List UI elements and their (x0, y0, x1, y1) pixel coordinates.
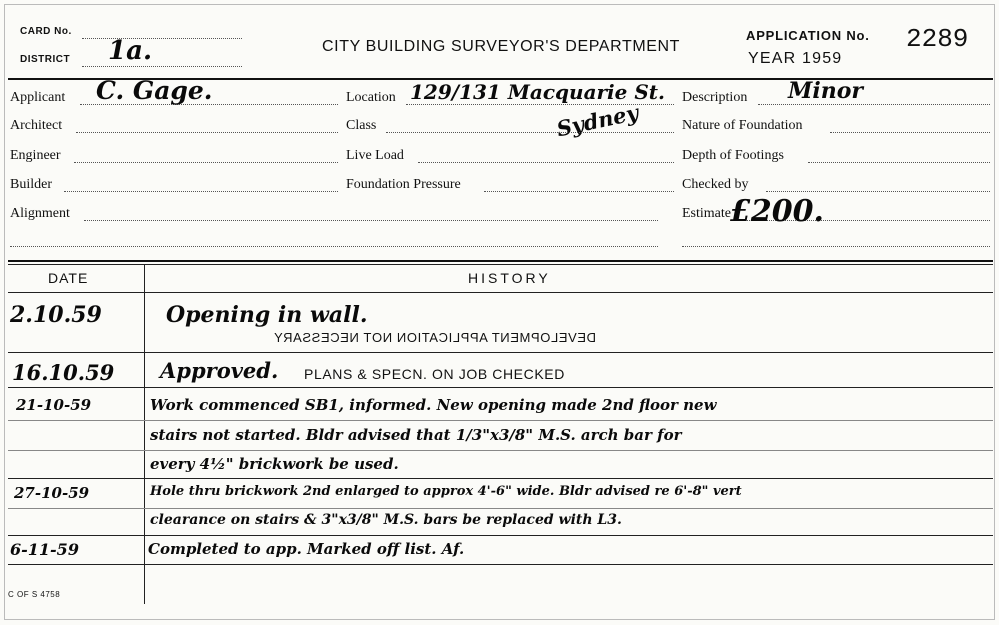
district-value: 1a. (108, 36, 152, 66)
department-title: CITY BUILDING SURVEYOR'S DEPARTMENT (322, 38, 681, 55)
applicant-value: C. Gage. (96, 76, 213, 105)
estimate-label: Estimate (682, 206, 731, 221)
alignment-line-2 (10, 246, 658, 247)
table-top-rule (8, 260, 993, 262)
application-no: 2289 (906, 24, 969, 54)
description-label: Description (682, 90, 748, 105)
history-header: HISTORY (468, 270, 551, 286)
architect-label: Architect (10, 118, 63, 133)
checked-by-line (766, 191, 990, 192)
district-line (82, 66, 242, 67)
estimate-line-2 (682, 246, 990, 247)
builder-line (64, 191, 338, 192)
history-entry: Approved. (160, 358, 279, 383)
engineer-line (74, 162, 338, 163)
description-line (758, 104, 990, 105)
date-header: DATE (48, 270, 89, 286)
table-top-rule-2 (8, 264, 993, 265)
row-rule (8, 508, 993, 509)
card-no-line (82, 38, 242, 39)
application-no-label: APPLICATION No. (746, 28, 870, 43)
history-date: 2.10.59 (10, 302, 102, 328)
history-entry-line: Work commenced SB1, informed. New opening made 2nd floor new (150, 396, 717, 414)
history-date: 21-10-59 (16, 396, 92, 414)
alignment-label: Alignment (10, 206, 70, 221)
history-date: 27-10-59 (14, 484, 90, 502)
row-rule (8, 420, 993, 421)
location-value: 129/131 Macquarie St. (410, 80, 665, 104)
estimate-value: £200. (730, 194, 824, 229)
applicant-label: Applicant (10, 90, 66, 105)
row-rule (8, 535, 993, 536)
history-entry-line: Completed to app. Marked off list. Af. (148, 540, 465, 558)
history-entry-line: clearance on stairs & 3"x3/8" M.S. bars be replaced with L3. (150, 512, 622, 528)
foundation-pressure-line (484, 191, 674, 192)
builder-label: Builder (10, 177, 52, 192)
checked-by-label: Checked by (682, 177, 749, 192)
alignment-line (84, 220, 658, 221)
history-entry-line: every 4½" brickwork be used. (150, 455, 399, 473)
row-rule (8, 478, 993, 479)
class-label: Class (346, 118, 377, 133)
nature-of-foundation-line (830, 132, 990, 133)
card-no-label: CARD No. (20, 26, 72, 37)
row-rule (8, 450, 993, 451)
history-date: 16.10.59 (12, 360, 115, 385)
history-entry: Opening in wall. (166, 302, 368, 328)
description-value: Minor (788, 78, 863, 104)
history-stamp-reversed: DEVELOPMENT APPLICATION NOT NECESSARY (273, 330, 596, 345)
history-entry-line: Hole thru brickwork 2nd enlarged to approx 4'-6" wide. Bldr advised re 6'-8" vert (150, 484, 742, 499)
class-line (386, 132, 674, 133)
row-rule (8, 387, 993, 388)
location-value-city: Sydney (554, 99, 641, 142)
depth-of-footings-label: Depth of Footings (682, 148, 784, 163)
table-header-rule (8, 292, 993, 293)
live-load-label: Live Load (346, 148, 404, 163)
engineer-label: Engineer (10, 148, 61, 163)
history-stamp: PLANS & SPECN. ON JOB CHECKED (304, 366, 565, 382)
depth-of-footings-line (808, 162, 990, 163)
table-divider (144, 264, 145, 604)
location-label: Location (346, 90, 396, 105)
year-label: YEAR 1959 (748, 50, 843, 67)
live-load-line (418, 162, 674, 163)
architect-line (76, 132, 338, 133)
district-label: DISTRICT (20, 54, 71, 65)
history-date: 6-11-59 (10, 540, 79, 559)
row-rule (8, 352, 993, 353)
nature-of-foundation-label: Nature of Foundation (682, 118, 803, 133)
row-rule (8, 564, 993, 565)
history-entry-line: stairs not started. Bldr advised that 1/3"x3/8" M.S. arch bar for (150, 426, 682, 444)
form-code: C OF S 4758 (8, 590, 61, 599)
foundation-pressure-label: Foundation Pressure (346, 177, 461, 192)
